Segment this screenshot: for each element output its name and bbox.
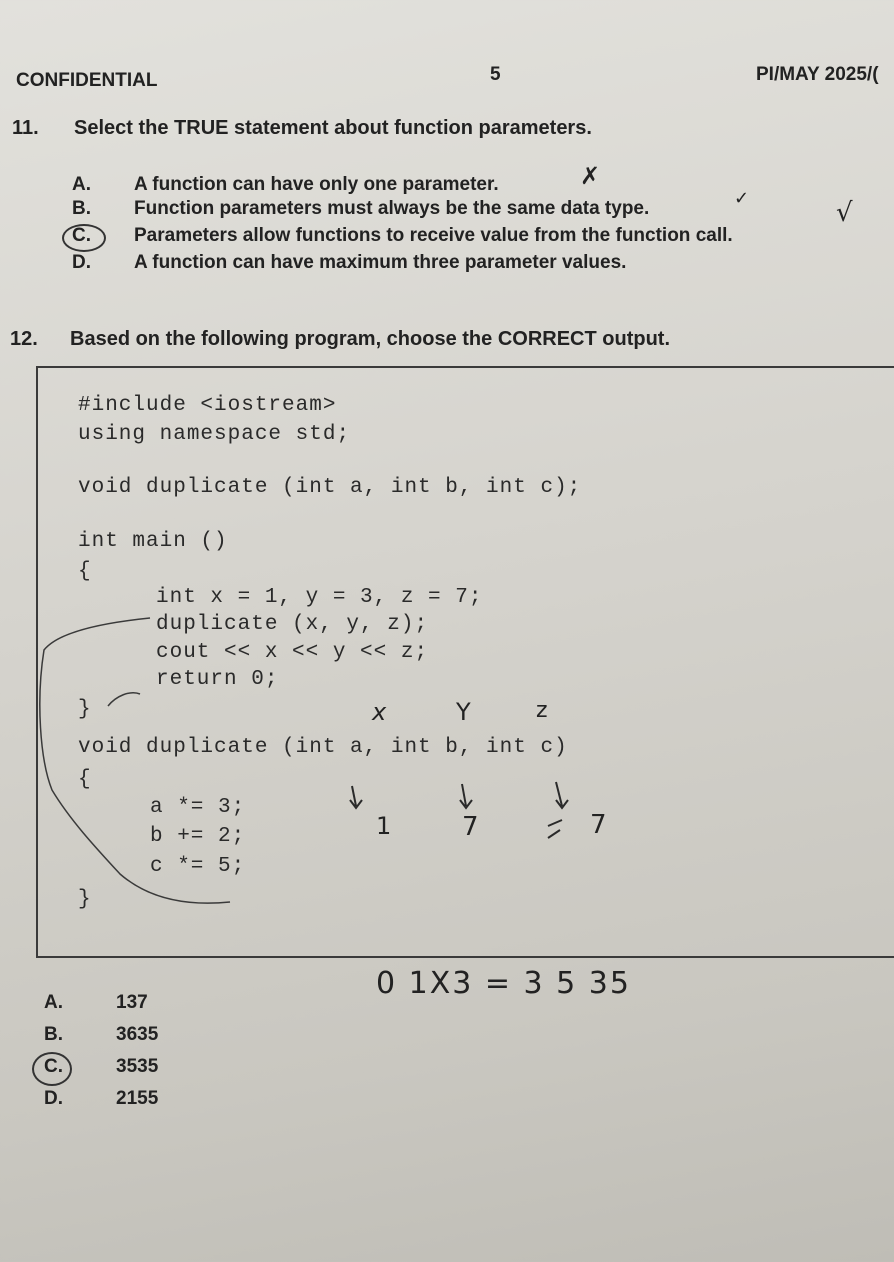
q11-option-d-text: A function can have maximum three parameter values. xyxy=(134,252,627,273)
handwritten-calculation: 0 1X3 = 3 5 35 xyxy=(376,966,631,1001)
code-line-include: #include <iostream> xyxy=(78,394,337,417)
code-line-b: b += 2; xyxy=(150,825,246,848)
q12-question-before: Based on the following program, choose the xyxy=(70,328,498,350)
q11-option-a-letter: A. xyxy=(72,174,91,195)
q11-option-c-text: Parameters allow functions to receive value from the function call. xyxy=(134,225,733,246)
exam-code: PI/MAY 2025/( xyxy=(756,64,879,85)
q12-option-a-letter: A. xyxy=(44,992,63,1013)
q12-option-c-text: 3535 xyxy=(116,1056,159,1077)
code-line-c: c *= 5; xyxy=(150,855,246,878)
q12-question-after: output. xyxy=(596,328,671,350)
handwritten-b-value: 7 xyxy=(462,812,479,842)
q11-question-emphasis: TRUE xyxy=(174,117,229,139)
q12-option-d[interactable] xyxy=(44,1088,158,1110)
squiggle-icon xyxy=(108,693,140,706)
confidential-label: CONFIDENTIAL xyxy=(16,70,158,91)
code-line-open-brace-main: { xyxy=(78,560,92,583)
code-line-definition: void duplicate (int a, int b, int c) xyxy=(78,736,568,759)
code-line-open-brace-func: { xyxy=(78,768,92,791)
tick-mark-icon: √ xyxy=(836,198,853,228)
q12-option-b[interactable] xyxy=(44,1024,158,1046)
q12-question-emphasis: CORRECT xyxy=(497,328,597,350)
handwritten-x-label: x xyxy=(372,698,387,726)
q11-option-d-letter: D. xyxy=(72,252,91,273)
q12-option-a[interactable] xyxy=(44,992,148,1014)
arrow-down-icon xyxy=(350,782,568,808)
q12-option-c-letter: C. xyxy=(44,1056,63,1077)
q11-question-before: Select the xyxy=(74,117,175,139)
q12-option-a-text: 137 xyxy=(116,992,148,1013)
code-line-namespace: using namespace std; xyxy=(78,423,351,446)
q11-option-b-text: Function parameters must always be the same data type. xyxy=(134,198,650,219)
check-mark-icon: ✓ xyxy=(734,188,750,209)
q12-answer-circle xyxy=(32,1052,72,1086)
q11-option-b-letter: B. xyxy=(72,198,91,219)
q11-number: 11. xyxy=(12,117,39,139)
bracket-stroke-icon xyxy=(40,618,230,903)
code-line-close-brace-func: } xyxy=(78,888,92,911)
handwritten-a-value: 1 xyxy=(376,812,392,840)
page-number: 5 xyxy=(490,64,501,85)
code-line-declare: int x = 1, y = 3, z = 7; xyxy=(156,586,483,609)
code-line-call: duplicate (x, y, z); xyxy=(156,613,429,636)
q12-option-d-text: 2155 xyxy=(116,1088,159,1109)
q12-option-d-letter: D. xyxy=(44,1088,63,1109)
code-line-prototype: void duplicate (int a, int b, int c); xyxy=(78,476,582,499)
handwritten-y-label: Y xyxy=(456,698,471,726)
code-line-a: a *= 3; xyxy=(150,796,246,819)
cross-mark-icon: ✗ xyxy=(580,162,601,190)
code-line-return: return 0; xyxy=(156,668,279,691)
handwritten-z-label: z xyxy=(536,698,548,723)
q11-option-a-text: A function can have only one parameter. xyxy=(134,174,499,195)
code-line-close-brace-main: } xyxy=(78,698,92,721)
q12-option-b-text: 3635 xyxy=(116,1024,159,1045)
code-line-main: int main () xyxy=(78,530,228,553)
q11-question-after: statement about function parameters. xyxy=(228,117,592,139)
q11-option-c-letter: C. xyxy=(72,225,91,246)
code-line-cout: cout << x << y << z; xyxy=(156,641,429,664)
q12-number: 12. xyxy=(10,328,38,350)
q12-option-b-letter: B. xyxy=(44,1024,63,1045)
handwritten-c-value: 7 xyxy=(590,810,607,840)
strike-icon xyxy=(548,820,562,838)
